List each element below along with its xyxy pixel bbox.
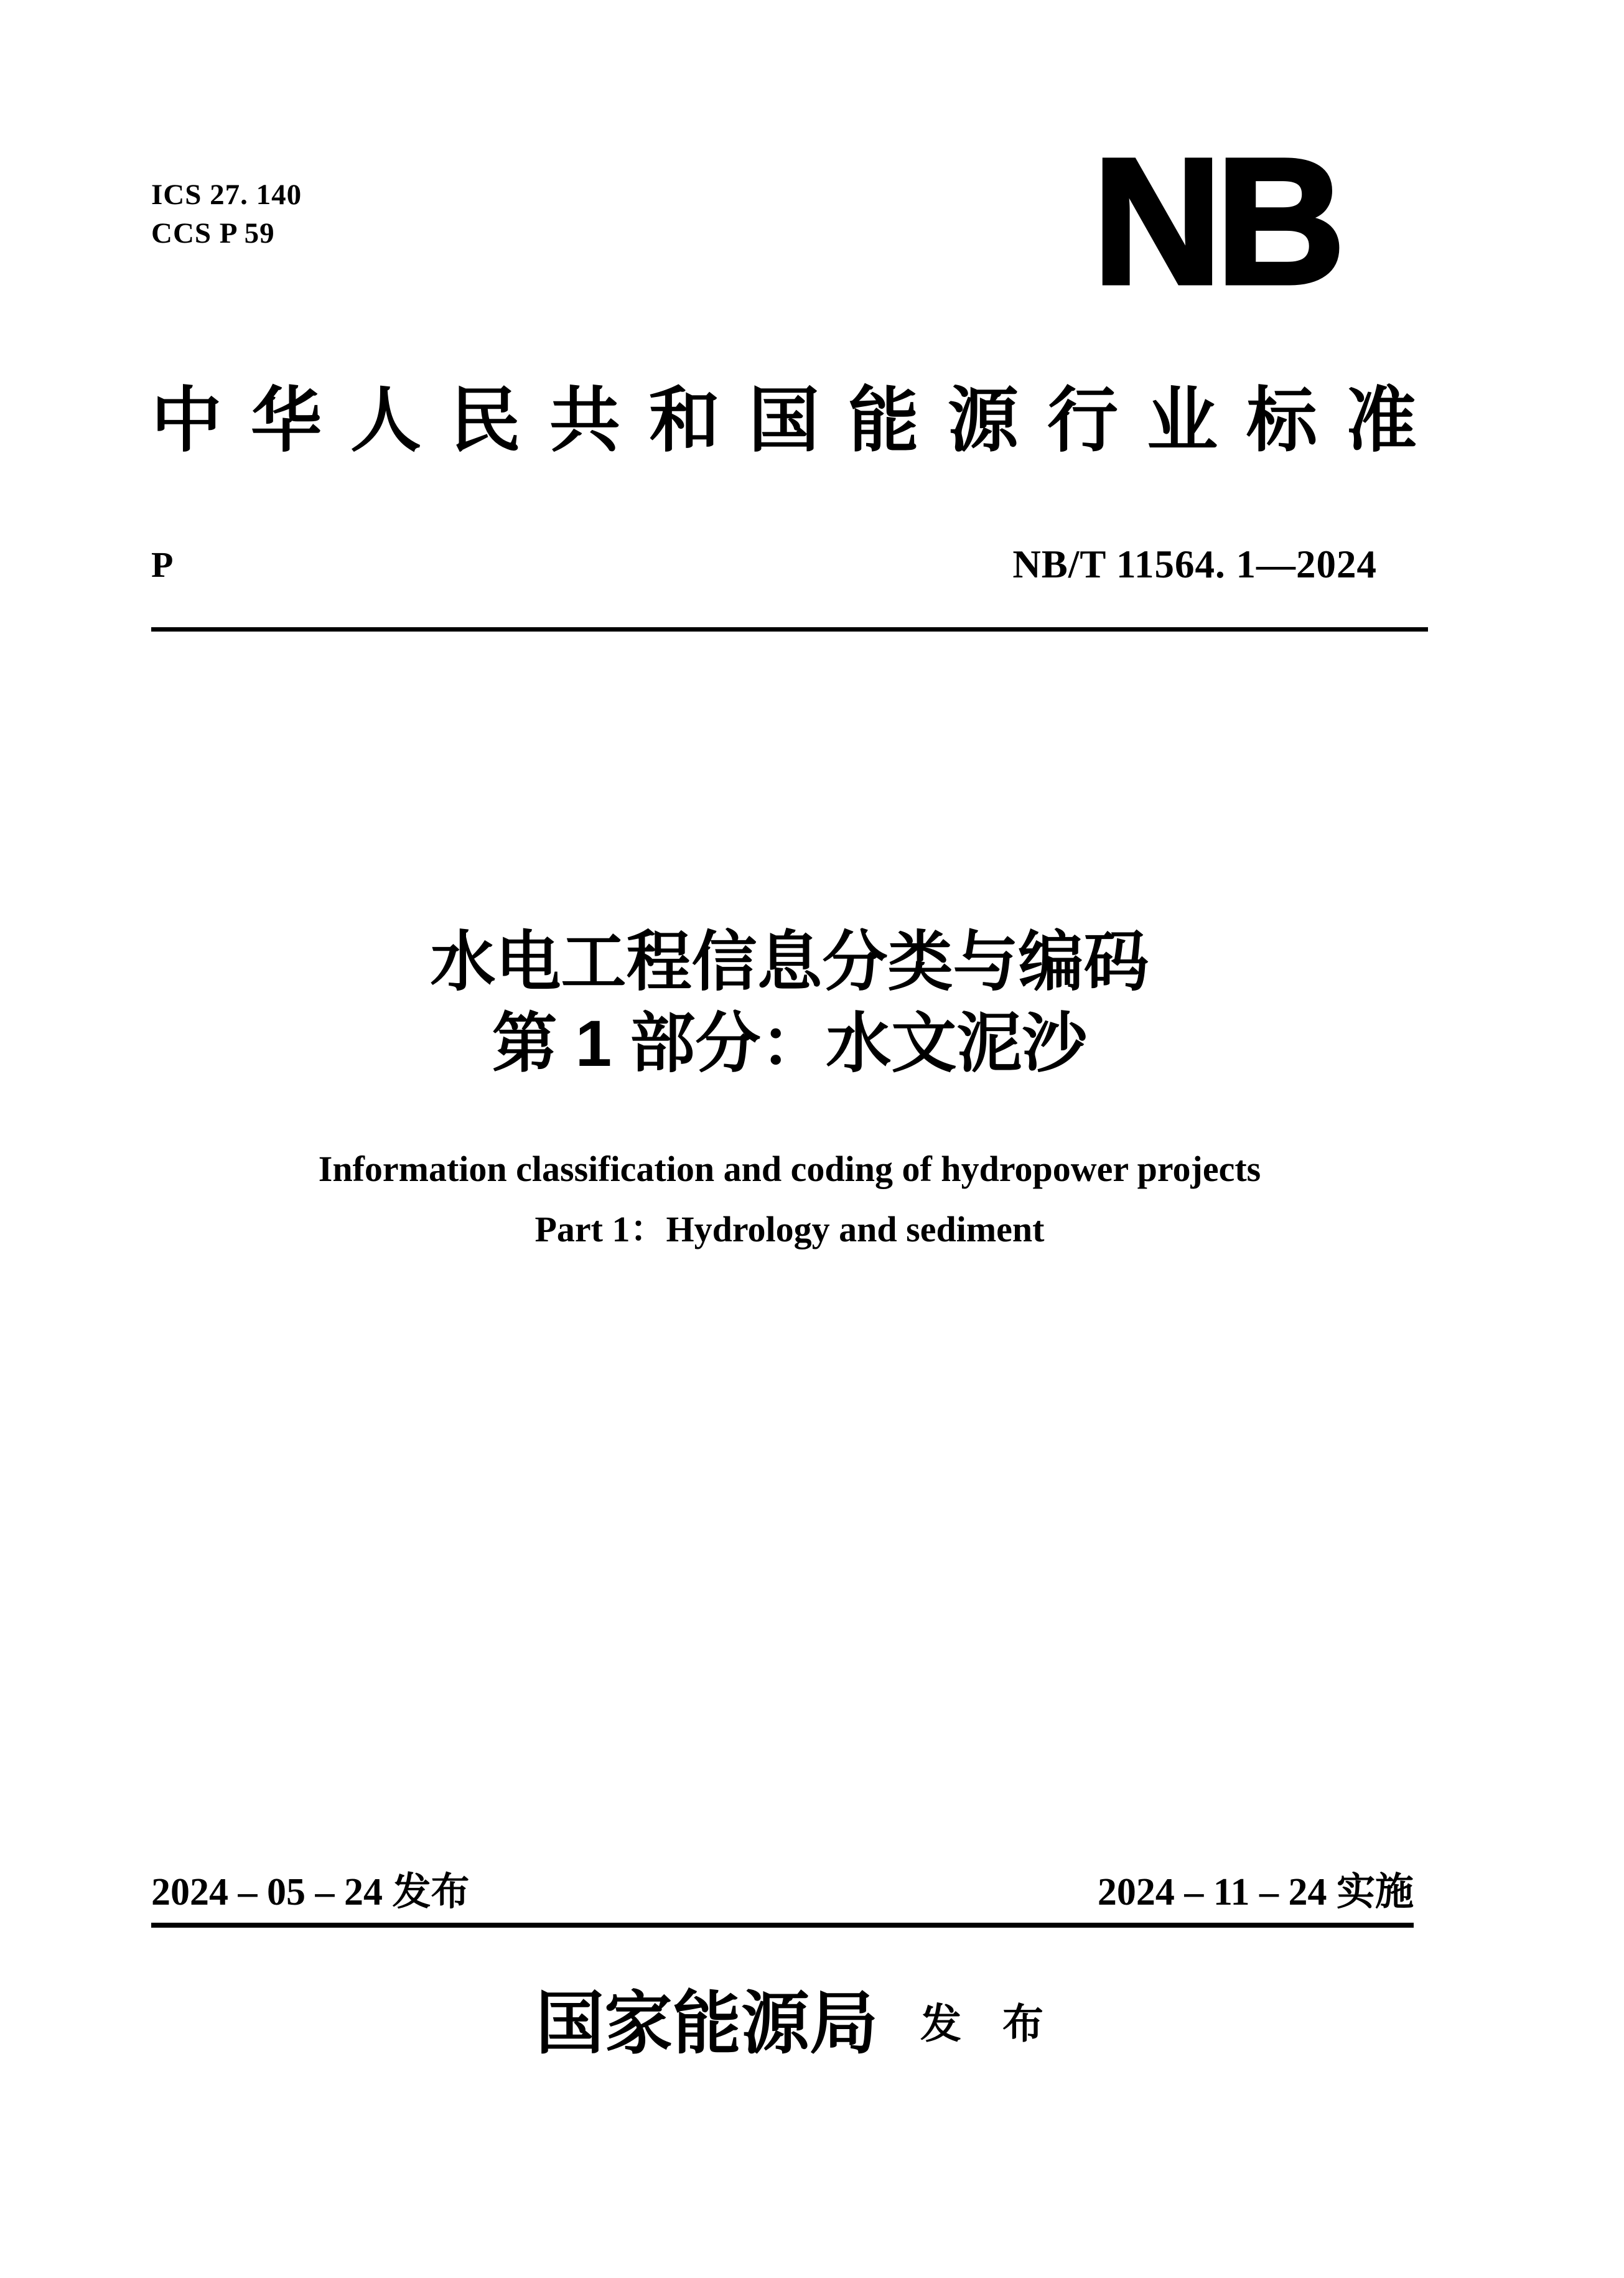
bottom-divider-rule [151, 1923, 1414, 1928]
classification-codes [151, 175, 302, 253]
title-english-line1: Information classification and coding of hydropower projects [318, 1149, 1261, 1189]
title-english-line2: Part 1：Hydrology and sediment [534, 1209, 1045, 1249]
title-chinese-line1: 水电工程信息分类与编码 [430, 926, 1149, 999]
title-chinese [151, 922, 1428, 1085]
issuer-row [151, 1986, 1428, 2062]
standard-number: NB/T 11564. 1—2024 [1012, 543, 1377, 586]
title-english [151, 1139, 1428, 1259]
doc-class-letter: P [151, 544, 174, 585]
title-chinese-line2: 第 1 部分：水文泥沙 [492, 1007, 1088, 1080]
nb-logo: NB [1093, 121, 1339, 322]
date-row [151, 1871, 1414, 1913]
issuer-name: 国家能源局 [536, 1986, 878, 2062]
ics-code: ICS 27. 140 [151, 179, 302, 211]
ccs-code: CCS P 59 [151, 217, 275, 250]
issuer-action-label: 发 布 [920, 2002, 1043, 2048]
issue-date: 2024 – 05 – 24 发布 [151, 1871, 470, 1913]
standard-type-heading: 中华人民共和国能源行业标准 [151, 381, 1446, 460]
implement-date: 2024 – 11 – 24 实施 [1097, 1871, 1414, 1913]
top-divider-rule [151, 627, 1428, 632]
